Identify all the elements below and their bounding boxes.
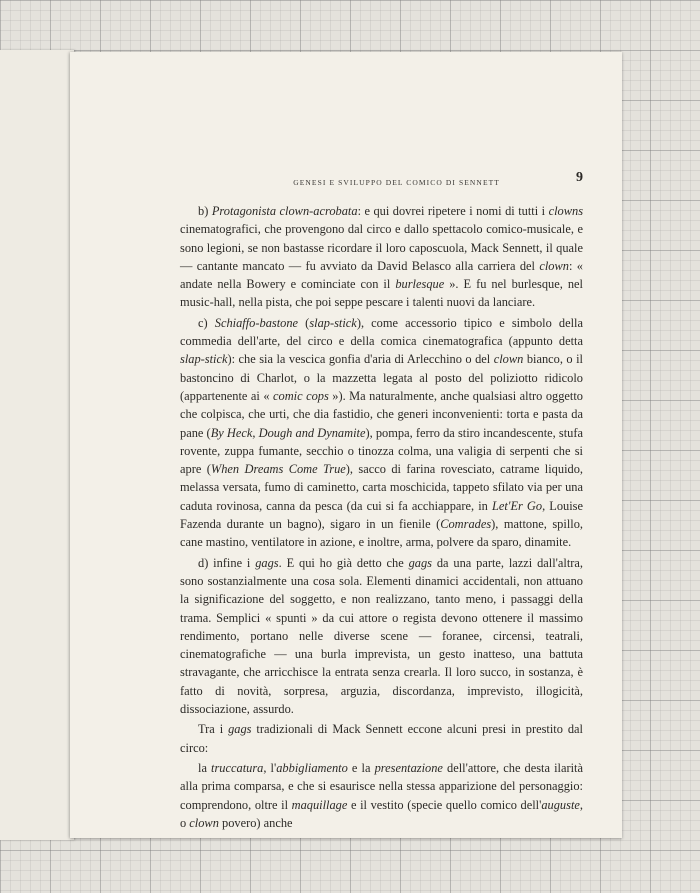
italic-run: maquillage (291, 797, 348, 812)
paragraph-c-schiaffo-bastone (180, 314, 583, 552)
text-run: e la (347, 760, 375, 775)
italic-run: abbigliamento (276, 760, 348, 775)
text-run: da una parte, lazzi dall'altra, sono sostanzialmente una cosa sola. Elementi dinamici accidentali, non attuano la significazione del soggetto, e non realizzano, tanto meno, i passaggi della trama. Semplici « spunti » da cui attore o regista devono ottenere il massimo rendimento, portano nelle diverse scene — foranee, circensi, teatrali, cinematografiche — una burla imprevista, un gesto inatteso, una battuta stravagante, che arricchisce la entrata senza crearla. Il loro succo, in sostanza, è fatto di novità, sorpresa, arguzia, discordanza, imprevisto, illogicità, dissociazione, assurdo. (180, 555, 583, 717)
text-run: cinematografici, che provengono dal circo e dallo spettacolo comico-musicale, e sono legioni, se non bastasse ricordare il loro caposcuola, Mack Sennett, il quale — cantante mancato — fu avviato da David Belasco alla carriera del (180, 222, 583, 273)
body-text (180, 202, 583, 832)
text-run: ): che sia la vescica gonfia d'aria di Arlecchino o del (227, 352, 494, 367)
text-run: b) (198, 204, 212, 218)
italic-run: clown (493, 352, 524, 367)
text-run: povero) anche (218, 815, 293, 830)
italic-run: Schiaffo-bastone (214, 315, 299, 330)
italic-run: comic cops (273, 388, 329, 403)
italic-run: gags (228, 722, 252, 737)
text-run: la (198, 760, 212, 775)
italic-run: slap-stick (309, 315, 357, 330)
italic-run: Comrades (440, 517, 492, 532)
text-run: . E qui ho già detto che (278, 555, 409, 570)
text-run: : e qui dovrei ripetere i nomi di tutti i (357, 204, 549, 218)
text-run: ( (298, 315, 310, 330)
italic-run: Protagonista clown-acrobata (211, 204, 358, 218)
text-run: : « andate nella Bowery e cominciate con il (180, 258, 583, 292)
text-run: tradizionali di Mack Sennett eccone alcuni presi in prestito dal circo: (180, 722, 583, 755)
paragraph-gags-tradizionali (180, 720, 583, 757)
italic-run: gags (408, 555, 432, 570)
text-run: ), sacco di farina rovesciato, catrame liquido, melassa versata, fumo di caminetto, carta moschicida, tappeto sfilato via per una caduta rovinosa, canna da pesca (da cui si fa acchiappare, in (180, 462, 583, 513)
text-run: dell'attore, che desta ilarità alla prima comparsa, e che si esaurisce nella stessa apparizione del personaggio: comprendono, oltre il (180, 760, 583, 812)
text-run: c) (198, 315, 215, 330)
text-run: , Louise Fazenda durante un bagno), sigaro in un fienile ( (180, 498, 584, 532)
text-run: ), pompa, ferro da stiro incandescente, stufa rovente, zuppa fumante, secchio o tinozza colma, una valigia di serpenti che si apre ( (180, 425, 583, 477)
text-run: bianco, o il bastoncino di Charlot, o la mazzetta legata al posto del poliziotto ridicolo (appartenente ai « (180, 352, 584, 403)
page-number: 9 (576, 170, 583, 185)
text-run: Tra i (198, 722, 229, 737)
italic-run: gags (255, 555, 279, 570)
italic-run: By Heck, Dough and Dynamite (210, 425, 366, 440)
paragraph-d-gags (180, 554, 583, 719)
italic-run: presentazione (374, 760, 443, 775)
text-run: , l' (263, 760, 277, 775)
italic-run: clown (539, 258, 569, 273)
italic-run: burlesque (395, 277, 445, 292)
italic-run: auguste (541, 797, 580, 812)
text-run: e il vestito (specie quello comico dell' (347, 797, 542, 812)
italic-run: Let'Er Go (491, 498, 543, 513)
italic-run: slap-stick (180, 352, 228, 367)
running-head: GENESI E SVILUPPO DEL COMICO DI SENNETT (293, 178, 500, 187)
text-run: d) infine i (198, 555, 256, 570)
italic-run: clown (189, 815, 219, 830)
italic-run: clowns (548, 204, 584, 218)
text-run: , o (180, 797, 583, 830)
book-page (70, 52, 622, 838)
previous-page-edge (0, 50, 74, 840)
text-run: »). Ma naturalmente, anche qualsiasi altro oggetto che colpisca, che urti, che dia fastidio, che generi inconvenienti: torta e pasta da pane ( (180, 388, 583, 440)
text-run: ), come accessorio tipico e simbolo della commedia dell'arte, del circo e della comica cinematografica (appunto detta (180, 315, 583, 349)
paragraph-truccatura (180, 759, 583, 832)
paragraph-b-protagonista (180, 202, 583, 312)
italic-run: When Dreams Come True (210, 462, 346, 477)
text-run: ), mattone, spillo, cane mastino, ventilatore in azione, e inoltre, arma, polvere da sparo, dinamite. (180, 517, 583, 550)
text-run: ». E fu nel burlesque, nel music-hall, nella pista, che poi seppe pescare i talenti nuovi da lanciare. (180, 277, 583, 310)
italic-run: truccatura (211, 760, 264, 775)
